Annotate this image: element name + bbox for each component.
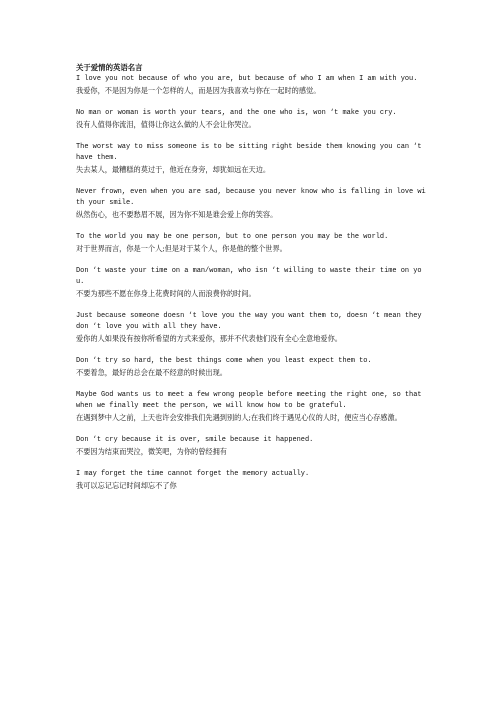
quote-list [76,74,426,492]
quote-english: I love you not because of who you are, but because of who I am when I am with you. [76,75,418,83]
quote-entry [76,266,426,300]
quote-entry [76,74,426,97]
quote-english: Never frown, even when you are sad, because you never know who is falling in love with your smile. [76,188,426,207]
quote-entry [76,311,426,345]
quote-entry [76,187,426,221]
quote-chinese: 没有人值得你流泪，值得让你这么做的人不会让你哭泣。 [76,120,256,129]
document-title: 关于爱情的英语名言 [76,63,143,72]
quote-english: Don ‘t try so hard, the best things come when you least expect them to. [76,357,372,365]
quote-entry [76,390,426,424]
quote-english: I may forget the time cannot forget the memory actually. [76,470,310,478]
quote-chinese: 我爱你，不是因为你是一个怎样的人，而是因为我喜欢与你在一起时的感觉。 [76,86,321,95]
quote-english: To the world you may be one person, but to one person you may be the world. [76,233,389,241]
quote-chinese: 失去某人，最糟糕的莫过于，他近在身旁，却犹如远在天边。 [76,165,271,174]
quote-entry [76,435,426,458]
quote-english: Maybe God wants us to meet a few wrong people before meeting the right one, so that when we finally meet the person, we will know how to be grateful. [76,391,426,410]
quote-english: Don ‘t waste your time on a man/woman, who isn ‘t willing to waste their time on you. [76,267,422,286]
quote-chinese: 我可以忘记忘记时间却忘不了你 [76,481,177,490]
quote-entry [76,232,426,255]
quote-english: No man or woman is worth your tears, and the one who is, won ‘t make you cry. [76,109,397,117]
quote-chinese: 不要着急，最好的总会在最不经意的时候出现。 [76,368,227,377]
document-page [76,62,426,503]
quote-entry [76,356,426,379]
quote-english: The worst way to miss someone is to be sitting right beside them knowing you can ‘t have them. [76,143,426,162]
quote-chinese: 爱你的人如果没有按你所希望的方式来爱你，那并不代表他们没有全心全意地爱你。 [76,334,342,343]
quote-english: Don ‘t cry because it is over, smile because it happened. [76,436,314,444]
quote-entry [76,108,426,131]
quote-chinese: 不要因为结束而哭泣，微笑吧，为你的曾经拥有 [76,447,227,456]
quote-chinese: 纵然伤心，也不要愁眉不展，因为你不知是谁会爱上你的笑容。 [76,210,278,219]
quote-english: Just because someone doesn ‘t love you the way you want them to, doesn ‘t mean they don ‘t love you with all they have. [76,312,426,331]
quote-chinese: 在遇到梦中人之前，上天也许会安排我们先遇到别的人;在我们终于遇见心仪的人时，便应当心存感激。 [76,413,402,422]
quote-chinese: 不要为那些不愿在你身上花费时间的人而浪费你的时间。 [76,289,256,298]
quote-entry [76,469,426,492]
quote-entry [76,142,426,176]
quote-chinese: 对于世界而言，你是一个人;但是对于某个人，你是他的整个世界。 [76,244,287,253]
